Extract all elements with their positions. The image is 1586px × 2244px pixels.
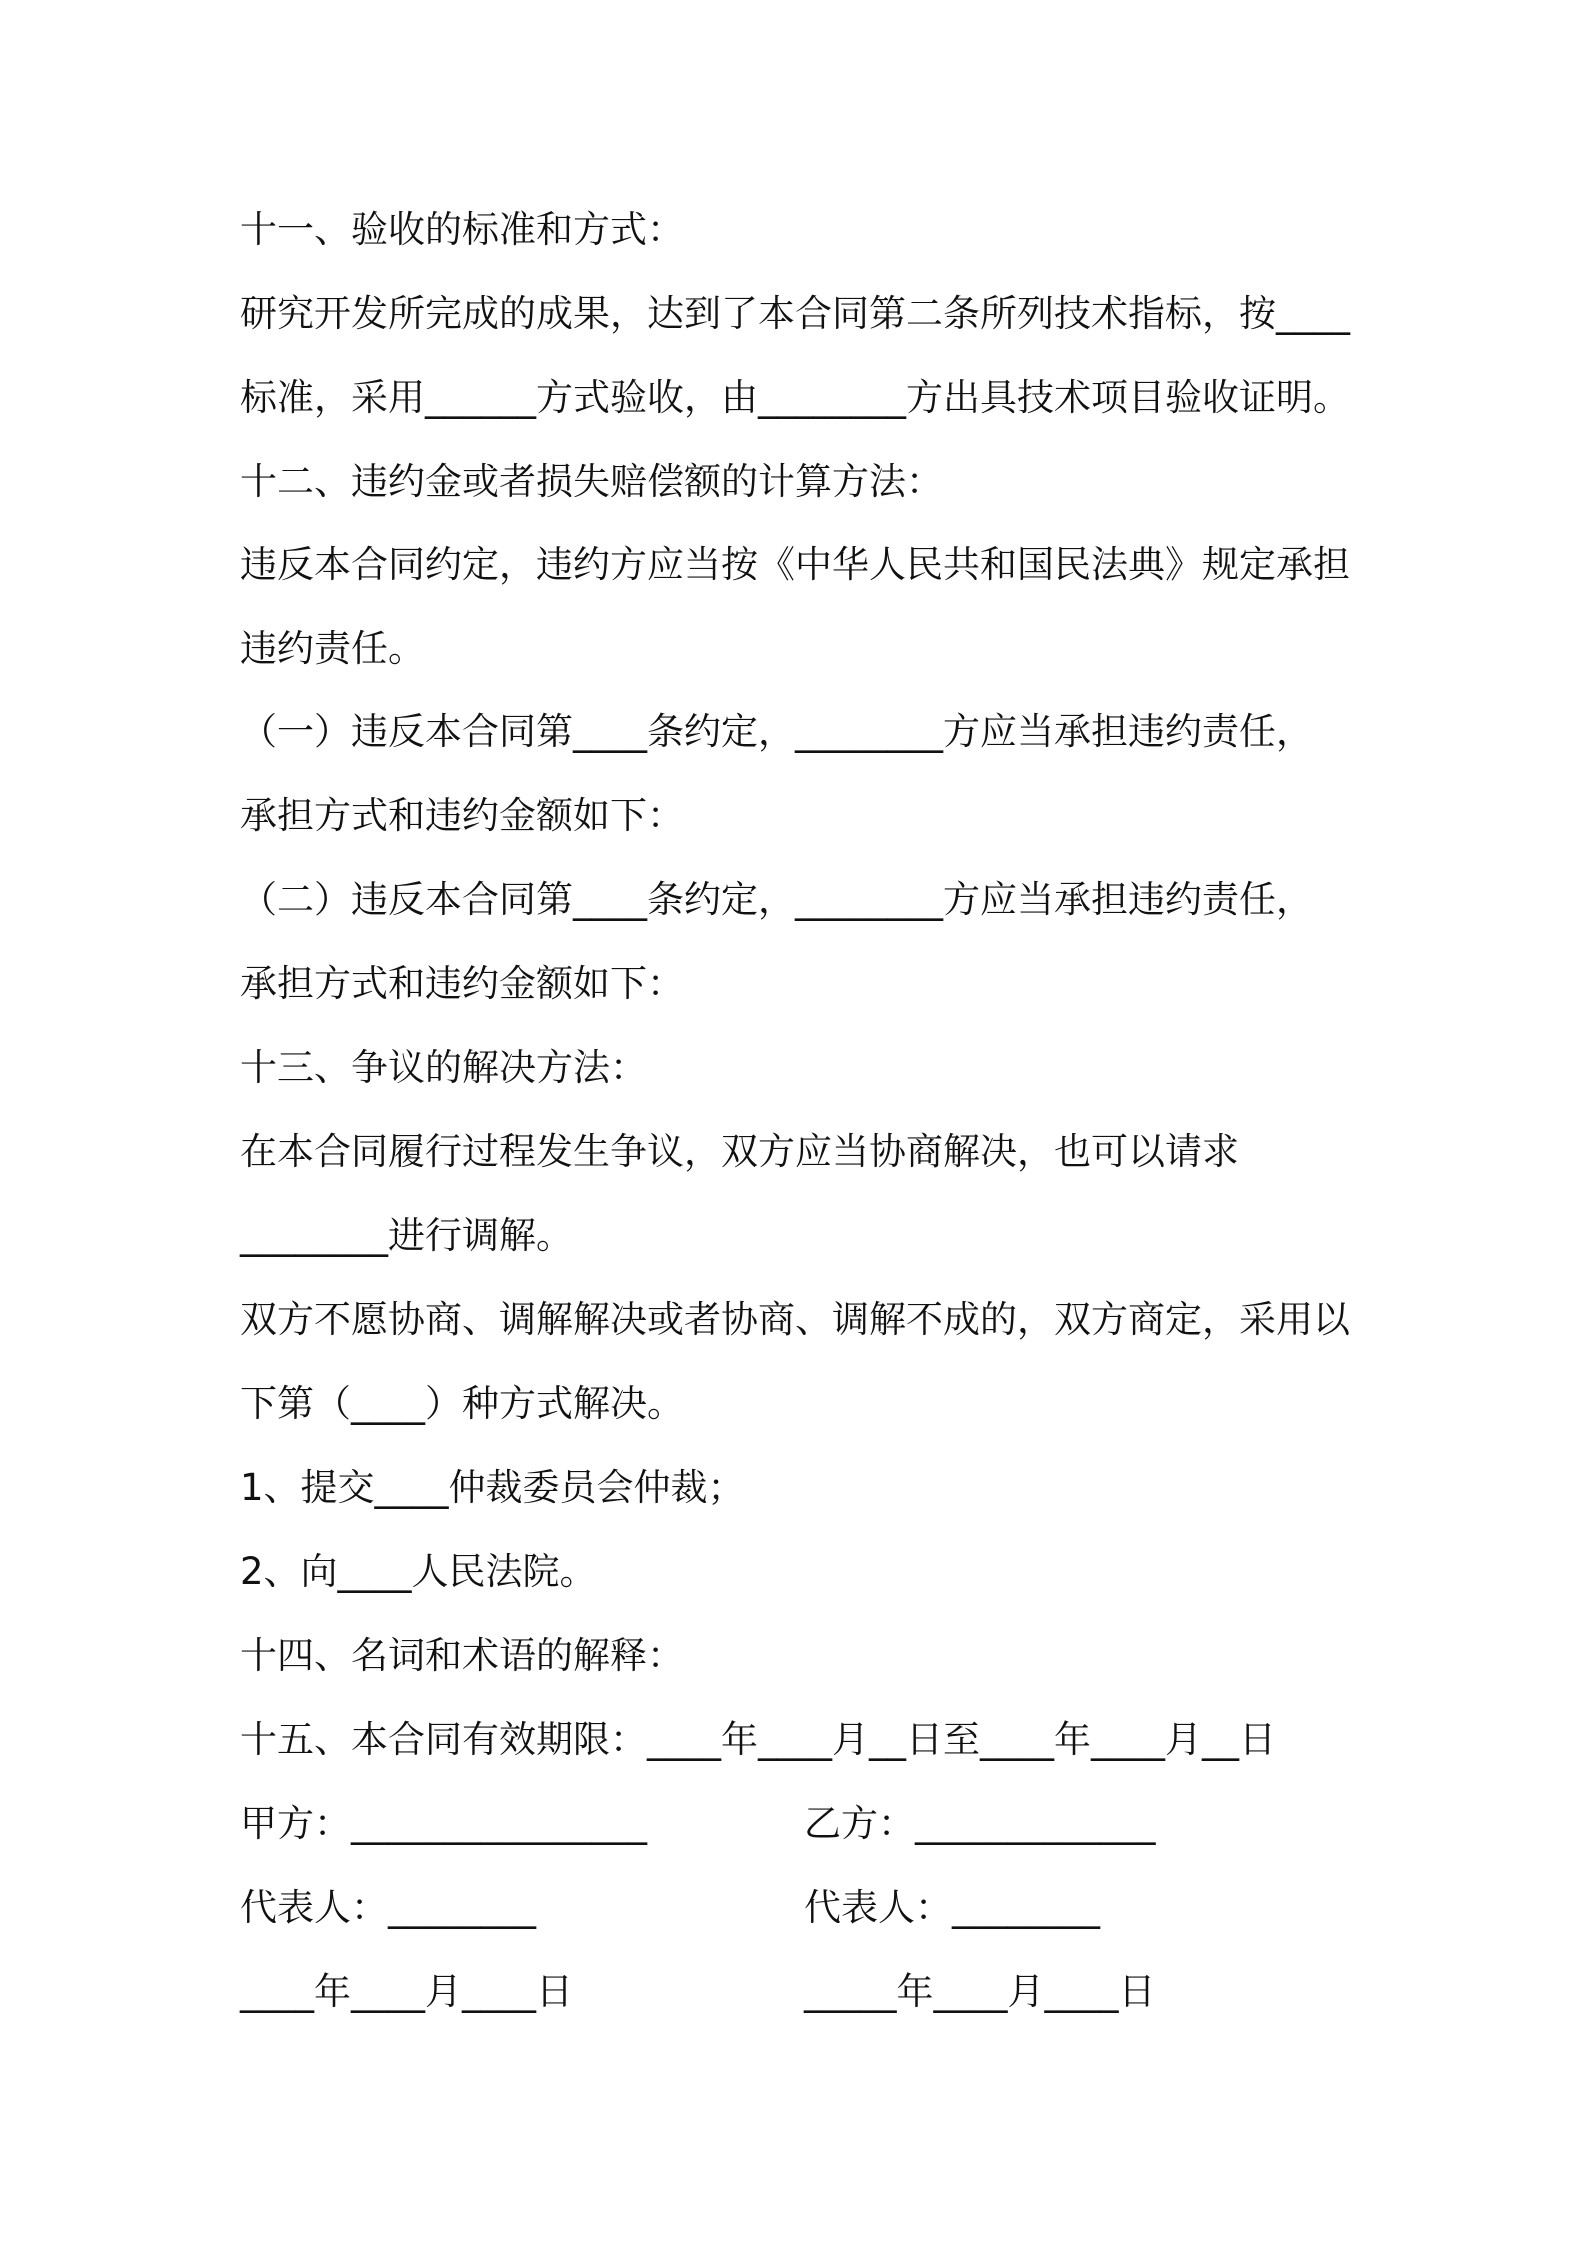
party-b-date: _____年____月____日 [804, 1970, 1156, 2013]
party-b-representative: 代表人：________ [804, 1886, 1100, 1929]
section-13-line-1: 在本合同履行过程发生争议，双方应当协商解决，也可以请求 [240, 1130, 1239, 1173]
section-13-option-1: 1、提交____仲裁委员会仲裁； [240, 1466, 745, 1509]
party-b-signature: 乙方：_____________ [804, 1802, 1156, 1845]
section-12-intro-line-2: 违约责任。 [240, 627, 425, 670]
section-14-heading: 十四、名词和术语的解释： [240, 1634, 684, 1677]
section-11-heading: 十一、验收的标准和方式： [240, 208, 684, 251]
section-11-line-1: 研究开发所完成的成果，达到了本合同第二条所列技术指标，按____ [240, 292, 1350, 335]
party-a-representative: 代表人：________ [240, 1886, 536, 1929]
section-12-intro-line-1: 违反本合同约定，违约方应当按《中华人民共和国民法典》规定承担 [240, 543, 1350, 586]
section-12-heading: 十二、违约金或者损失赔偿额的计算方法： [240, 460, 943, 503]
section-12-item-1-line-1: （一）违反本合同第____条约定，________方应当承担违约责任， [240, 710, 1313, 753]
party-a-signature: 甲方：________________ [240, 1802, 647, 1845]
section-13-line-2: ________进行调解。 [240, 1214, 573, 1257]
section-12-item-2-line-1: （二）违反本合同第____条约定，________方应当承担违约责任， [240, 878, 1313, 921]
section-15-heading: 十五、本合同有效期限：____年____月__日至____年____月__日 [240, 1718, 1276, 1761]
section-13-option-2: 2、向____人民法院。 [240, 1550, 597, 1593]
section-13-heading: 十三、争议的解决方法： [240, 1046, 647, 1089]
section-12-item-2-line-2: 承担方式和违约金额如下： [240, 962, 684, 1005]
party-a-date: ____年____月____日 [240, 1970, 573, 2013]
section-13-line-4: 下第（____）种方式解决。 [240, 1382, 684, 1425]
section-13-line-3: 双方不愿协商、调解解决或者协商、调解不成的，双方商定，采用以 [240, 1298, 1350, 1341]
section-12-item-1-line-2: 承担方式和违约金额如下： [240, 794, 684, 837]
section-11-line-2: 标准，采用______方式验收，由________方出具技术项目验收证明。 [240, 376, 1350, 419]
